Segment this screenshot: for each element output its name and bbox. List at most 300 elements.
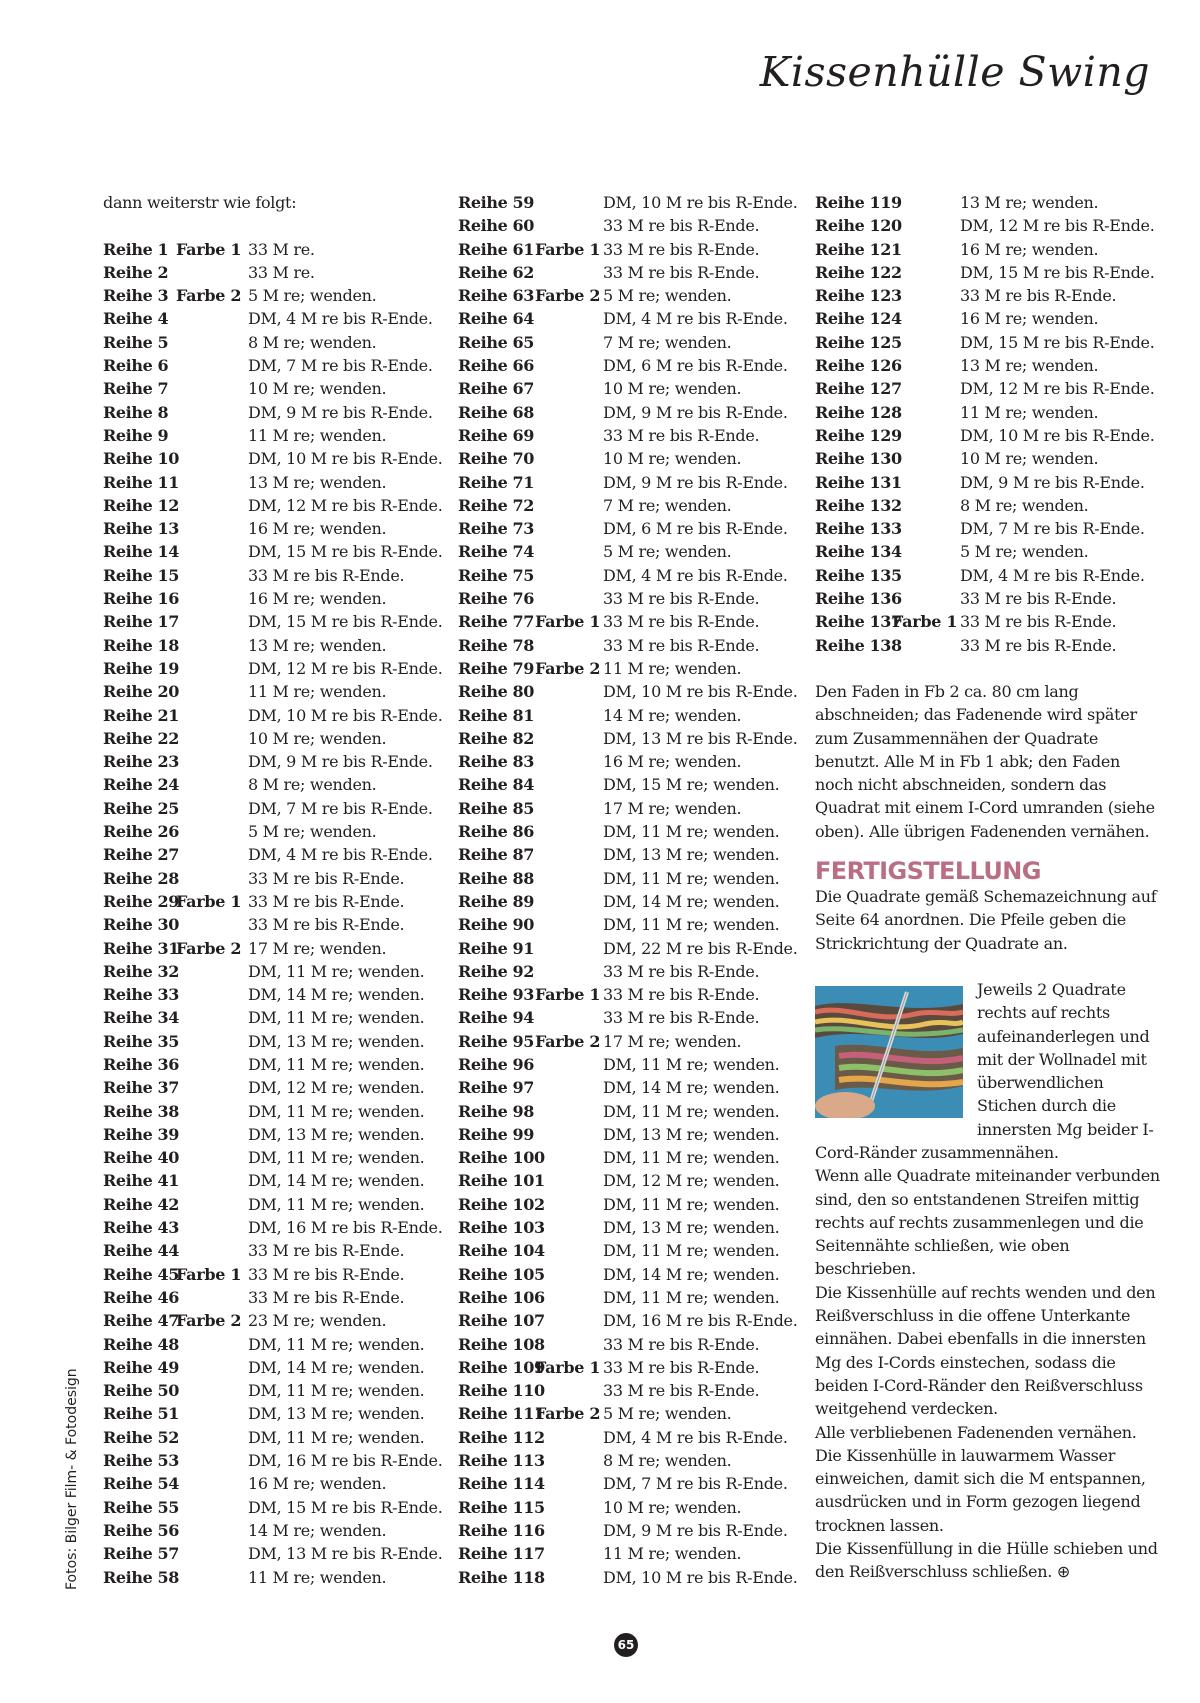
instruction-row (458, 447, 788, 470)
row-instruction: 11 M re; wenden. (960, 402, 1099, 422)
instruction-row (103, 680, 433, 703)
instruction-row (103, 424, 433, 447)
instruction-row (103, 377, 433, 400)
row-instruction: 33 M re bis R-Ende. (603, 262, 760, 282)
row-color: Farbe 2 (176, 1311, 242, 1331)
row-instruction: DM, 7 M re bis R-Ende. (248, 798, 433, 818)
row-label: Reihe 135 (815, 565, 902, 585)
row-instruction: 33 M re bis R-Ende. (603, 1381, 760, 1401)
instruction-row (458, 1402, 788, 1425)
row-label: Reihe 58 (103, 1567, 180, 1587)
row-instruction: DM, 13 M re; wenden. (603, 845, 780, 865)
knitting-needle-photo-icon (815, 986, 963, 1118)
row-instruction: DM, 4 M re bis R-Ende. (603, 565, 788, 585)
row-label: Reihe 122 (815, 262, 902, 282)
row-label: Reihe 86 (458, 822, 535, 842)
row-instruction: DM, 7 M re bis R-Ende. (248, 356, 433, 376)
row-instruction: 13 M re; wenden. (960, 356, 1099, 376)
instruction-row (458, 424, 788, 447)
row-label: Reihe 101 (458, 1171, 545, 1191)
row-instruction: DM, 15 M re; wenden. (603, 775, 780, 795)
row-label: Reihe 110 (458, 1381, 545, 1401)
row-label: Reihe 111 (458, 1404, 545, 1424)
instruction-row (458, 750, 788, 773)
row-instruction: DM, 9 M re bis R-Ende. (603, 472, 788, 492)
instruction-row (103, 1146, 433, 1169)
row-label: Reihe 66 (458, 356, 535, 376)
instructions-column-3 (815, 191, 1160, 1584)
row-instruction: 5 M re; wenden. (603, 1404, 732, 1424)
instruction-row (458, 1286, 788, 1309)
row-instruction: 33 M re bis R-Ende. (603, 216, 760, 236)
instruction-row (103, 773, 433, 796)
paragraph-1: Wenn alle Quadrate miteinander verbunden sind, den so entstandenen Streifen mittig rechts auf rechts zusammenlegen und die Seitennähte schließen, wie oben beschrieben. (815, 1166, 1160, 1279)
row-instruction: 8 M re; wenden. (603, 1451, 732, 1471)
row-label: Reihe 46 (103, 1287, 180, 1307)
row-label: Reihe 99 (458, 1124, 535, 1144)
rows-list-3 (815, 191, 1160, 657)
row-instruction: 11 M re; wenden. (603, 658, 742, 678)
instruction-row (103, 261, 433, 284)
instruction-row (103, 1239, 433, 1262)
instruction-row (103, 354, 433, 377)
row-color: Farbe 2 (535, 1031, 601, 1051)
row-instruction: 10 M re; wenden. (248, 379, 387, 399)
row-instruction: DM, 10 M re bis R-Ende. (603, 1567, 798, 1587)
row-label: Reihe 130 (815, 449, 902, 469)
row-color: Farbe 2 (535, 658, 601, 678)
row-label: Reihe 8 (103, 402, 169, 422)
row-instruction: DM, 12 M re bis R-Ende. (960, 379, 1155, 399)
row-instruction: 33 M re bis R-Ende. (248, 565, 405, 585)
instruction-row (458, 1309, 798, 1332)
row-label: Reihe 138 (815, 635, 902, 655)
row-instruction: DM, 7 M re bis R-Ende. (603, 1474, 788, 1494)
instruction-row (815, 424, 1160, 447)
row-instruction: DM, 13 M re bis R-Ende. (248, 1544, 443, 1564)
row-label: Reihe 123 (815, 286, 902, 306)
page-number: 65 (614, 1633, 638, 1657)
row-label: Reihe 121 (815, 239, 902, 259)
instruction-row (103, 937, 433, 960)
page-title: Kissenhülle Swing (759, 48, 1150, 96)
rows-list-2 (458, 191, 798, 1589)
row-label: Reihe 128 (815, 402, 902, 422)
row-label: Reihe 39 (103, 1124, 180, 1144)
row-label: Reihe 89 (458, 891, 535, 911)
row-label: Reihe 34 (103, 1008, 180, 1028)
row-label: Reihe 118 (458, 1567, 545, 1587)
row-label: Reihe 76 (458, 589, 535, 609)
instruction-row (103, 471, 433, 494)
instruction-row (103, 610, 443, 633)
instruction-row (458, 1449, 788, 1472)
row-instruction: DM, 4 M re bis R-Ende. (603, 309, 788, 329)
row-label: Reihe 73 (458, 519, 535, 539)
row-label: Reihe 134 (815, 542, 902, 562)
row-label: Reihe 114 (458, 1474, 545, 1494)
row-instruction: DM, 4 M re bis R-Ende. (248, 845, 433, 865)
row-label: Reihe 15 (103, 565, 180, 585)
row-instruction: DM, 12 M re bis R-Ende. (248, 658, 443, 678)
row-instruction: DM, 13 M re; wenden. (603, 1124, 780, 1144)
instruction-row (458, 1053, 788, 1076)
row-instruction: 8 M re; wenden. (248, 775, 377, 795)
row-instruction: 16 M re; wenden. (960, 239, 1099, 259)
row-label: Reihe 115 (458, 1497, 545, 1517)
row-instruction: 11 M re; wenden. (248, 682, 387, 702)
instruction-row (103, 587, 433, 610)
row-label: Reihe 51 (103, 1404, 180, 1424)
instruction-row (458, 1123, 788, 1146)
instruction-row (103, 1076, 433, 1099)
row-instruction: 33 M re bis R-Ende. (248, 1287, 405, 1307)
instruction-row (458, 1263, 788, 1286)
instruction-row (103, 1356, 433, 1379)
row-instruction: 10 M re; wenden. (603, 379, 742, 399)
row-label: Reihe 113 (458, 1451, 545, 1471)
row-instruction: 33 M re bis R-Ende. (603, 1334, 760, 1354)
row-instruction: 23 M re; wenden. (248, 1311, 387, 1331)
instruction-row (103, 960, 433, 983)
instruction-row (458, 517, 788, 540)
row-label: Reihe 48 (103, 1334, 180, 1354)
instruction-row (103, 634, 433, 657)
instruction-row (458, 937, 798, 960)
row-label: Reihe 56 (103, 1520, 180, 1540)
row-instruction: DM, 12 M re bis R-Ende. (960, 216, 1155, 236)
row-instruction: 16 M re; wenden. (248, 519, 387, 539)
row-label: Reihe 19 (103, 658, 180, 678)
row-label: Reihe 93 (458, 985, 535, 1005)
row-instruction: DM, 14 M re; wenden. (248, 1357, 425, 1377)
instruction-row (458, 773, 788, 796)
row-color: Farbe 1 (535, 1357, 601, 1377)
row-label: Reihe 95 (458, 1031, 535, 1051)
row-label: Reihe 10 (103, 449, 180, 469)
row-label: Reihe 131 (815, 472, 902, 492)
instruction-row (458, 1542, 788, 1565)
last-paragraph (815, 1537, 1160, 1584)
row-color: Farbe 2 (535, 286, 601, 306)
row-instruction: DM, 22 M re bis R-Ende. (603, 938, 798, 958)
row-label: Reihe 52 (103, 1427, 180, 1447)
row-instruction: 5 M re; wenden. (603, 286, 732, 306)
row-label: Reihe 27 (103, 845, 180, 865)
row-label: Reihe 119 (815, 193, 902, 212)
row-label: Reihe 41 (103, 1171, 180, 1191)
row-label: Reihe 68 (458, 402, 535, 422)
row-label: Reihe 120 (815, 216, 902, 236)
row-instruction: DM, 11 M re; wenden. (603, 1054, 780, 1074)
instruction-row (458, 727, 798, 750)
instruction-row (458, 377, 788, 400)
row-label: Reihe 6 (103, 356, 169, 376)
finish-text: Den Faden in Fb 2 ca. 80 cm lang abschneiden; das Fadenende wird später zum Zusammennähen der Quadrate benutzt. Alle M in Fb 1 abk; den Faden noch nicht abschneiden, sondern das Quadrat mit einem I-Cord umranden (siehe oben). Alle übrigen Fadenenden vernähen. (815, 681, 1155, 841)
instruction-row (103, 913, 433, 936)
instruction-row (103, 1193, 433, 1216)
instruction-row (103, 1216, 443, 1239)
instructions-column-1 (103, 191, 443, 1589)
row-instruction: DM, 11 M re; wenden. (603, 915, 780, 935)
instruction-row (458, 890, 788, 913)
instruction-row (458, 1333, 788, 1356)
instruction-row (815, 401, 1160, 424)
row-instruction: DM, 6 M re bis R-Ende. (603, 519, 788, 539)
row-label: Reihe 38 (103, 1101, 180, 1121)
row-label: Reihe 47 (103, 1311, 180, 1331)
row-label: Reihe 1 (103, 239, 169, 259)
row-label: Reihe 92 (458, 961, 535, 981)
row-label: Reihe 25 (103, 798, 180, 818)
row-label: Reihe 75 (458, 565, 535, 585)
row-instruction: 33 M re bis R-Ende. (960, 589, 1117, 609)
instruction-row (458, 913, 788, 936)
row-instruction: 16 M re; wenden. (960, 309, 1099, 329)
instruction-row (103, 540, 443, 563)
instruction-row (815, 587, 1160, 610)
row-label: Reihe 50 (103, 1381, 180, 1401)
row-label: Reihe 90 (458, 915, 535, 935)
instruction-row (458, 284, 788, 307)
row-label: Reihe 98 (458, 1101, 535, 1121)
row-instruction: DM, 11 M re; wenden. (603, 1287, 780, 1307)
instruction-row (458, 564, 788, 587)
row-instruction: 5 M re; wenden. (603, 542, 732, 562)
row-instruction: 17 M re; wenden. (603, 1031, 742, 1051)
row-label: Reihe 59 (458, 193, 535, 212)
instruction-row (458, 1006, 788, 1029)
row-instruction: DM, 11 M re; wenden. (248, 1427, 425, 1447)
row-instruction: DM, 16 M re bis R-Ende. (248, 1451, 443, 1471)
instruction-row (815, 494, 1160, 517)
instruction-row (458, 797, 788, 820)
row-label: Reihe 35 (103, 1031, 180, 1051)
instruction-row (458, 494, 788, 517)
instruction-row (815, 238, 1160, 261)
instruction-row (458, 354, 788, 377)
instruction-row (815, 377, 1160, 400)
row-instruction: DM, 16 M re bis R-Ende. (603, 1311, 798, 1331)
row-instruction: 16 M re; wenden. (248, 1474, 387, 1494)
instruction-row (103, 1169, 433, 1192)
row-instruction: DM, 13 M re bis R-Ende. (603, 728, 798, 748)
instruction-row (103, 1402, 433, 1425)
row-instruction: 11 M re; wenden. (603, 1544, 742, 1564)
row-label: Reihe 88 (458, 868, 535, 888)
row-instruction: DM, 11 M re; wenden. (603, 868, 780, 888)
instruction-row (458, 1519, 788, 1542)
instruction-row (103, 1472, 433, 1495)
row-label: Reihe 20 (103, 682, 180, 702)
row-label: Reihe 126 (815, 356, 902, 376)
instruction-row (458, 867, 788, 890)
row-instruction: 17 M re; wenden. (603, 798, 742, 818)
instruction-row (458, 238, 788, 261)
row-label: Reihe 13 (103, 519, 180, 539)
section-heading: FERTIGSTELLUNG (815, 857, 1041, 886)
row-instruction: 33 M re bis R-Ende. (603, 961, 760, 981)
row-instruction: 33 M re bis R-Ende. (603, 589, 760, 609)
row-instruction: DM, 10 M re bis R-Ende. (960, 425, 1155, 445)
row-instruction: DM, 10 M re bis R-Ende. (248, 449, 443, 469)
instruction-row (458, 1169, 788, 1192)
row-label: Reihe 31 (103, 938, 180, 958)
row-instruction: 33 M re. (248, 262, 315, 282)
row-instruction: DM, 9 M re bis R-Ende. (248, 402, 433, 422)
row-label: Reihe 2 (103, 262, 169, 282)
paragraph-4: Die Kissenhülle in lauwarmem Wasser einweichen, damit sich die M entspannen, ausdrücken und in Form gezogen liegend trocknen lassen. (815, 1445, 1146, 1535)
row-color: Farbe 1 (176, 891, 242, 911)
row-color: Farbe 1 (892, 612, 958, 632)
instruction-row (815, 447, 1160, 470)
row-label: Reihe 21 (103, 705, 180, 725)
intro-text: dann weiterstr wie folgt: (103, 193, 297, 212)
instruction-row (103, 890, 433, 913)
row-instruction: 33 M re bis R-Ende. (248, 1264, 405, 1284)
row-label: Reihe 106 (458, 1287, 545, 1307)
row-instruction: DM, 12 M re bis R-Ende. (248, 495, 443, 515)
instruction-row (103, 843, 433, 866)
row-instruction: 33 M re bis R-Ende. (960, 286, 1117, 306)
row-label: Reihe 43 (103, 1218, 180, 1238)
instruction-row (815, 354, 1160, 377)
row-instruction: 33 M re bis R-Ende. (248, 868, 405, 888)
row-label: Reihe 5 (103, 332, 169, 352)
row-instruction: 13 M re; wenden. (960, 193, 1099, 212)
row-label: Reihe 70 (458, 449, 535, 469)
instructions-column-2 (458, 191, 798, 1589)
instruction-row (458, 1379, 788, 1402)
row-instruction: DM, 11 M re; wenden. (248, 1054, 425, 1074)
row-instruction: DM, 14 M re; wenden. (248, 1171, 425, 1191)
instruction-row (458, 307, 788, 330)
instruction-row (103, 284, 433, 307)
row-label: Reihe 103 (458, 1218, 545, 1238)
instruction-row (103, 1379, 433, 1402)
instruction-row (103, 1542, 443, 1565)
instruction-row (458, 1239, 788, 1262)
instruction-row (458, 634, 788, 657)
row-instruction: 33 M re bis R-Ende. (248, 915, 405, 935)
instruction-row (458, 657, 788, 680)
row-instruction: DM, 11 M re; wenden. (248, 1334, 425, 1354)
row-instruction: 33 M re bis R-Ende. (960, 612, 1117, 632)
row-instruction: 13 M re; wenden. (248, 472, 387, 492)
row-instruction: DM, 9 M re bis R-Ende. (248, 752, 433, 772)
instruction-row (103, 1449, 443, 1472)
instruction-row (815, 634, 1160, 657)
row-instruction: 33 M re bis R-Ende. (603, 425, 760, 445)
row-label: Reihe 83 (458, 752, 535, 772)
instruction-row (815, 331, 1160, 354)
row-instruction: DM, 11 M re; wenden. (248, 1008, 425, 1028)
photo-caption-text: Jeweils 2 Quadrate rechts auf rechts aufeinanderlegen und mit der Wollnadel mit überwendlichen Stichen durch die innersten Mg beider I-Cord-Ränder zusammennähen. (815, 979, 1154, 1162)
instruction-row (103, 1566, 433, 1589)
row-instruction: DM, 13 M re; wenden. (603, 1218, 780, 1238)
row-label: Reihe 87 (458, 845, 535, 865)
row-instruction: 33 M re bis R-Ende. (603, 1008, 760, 1028)
instruction-row (458, 960, 788, 983)
row-label: Reihe 14 (103, 542, 180, 562)
instruction-row (815, 191, 1160, 214)
instruction-row (103, 797, 433, 820)
row-instruction: 17 M re; wenden. (248, 938, 387, 958)
instruction-row (458, 1566, 798, 1589)
row-label: Reihe 132 (815, 495, 902, 515)
instruction-row (458, 1216, 788, 1239)
instruction-row (815, 214, 1160, 237)
instruction-row (103, 517, 433, 540)
instruction-row (458, 843, 788, 866)
row-label: Reihe 104 (458, 1241, 545, 1261)
instruction-row (458, 261, 788, 284)
instruction-row (103, 1309, 433, 1332)
instruction-row (815, 564, 1160, 587)
row-color: Farbe 1 (176, 1264, 242, 1284)
row-instruction: DM, 15 M re bis R-Ende. (248, 1497, 443, 1517)
row-instruction: DM, 11 M re; wenden. (603, 822, 780, 842)
row-instruction: DM, 12 M re; wenden. (603, 1171, 780, 1191)
row-label: Reihe 57 (103, 1544, 180, 1564)
instruction-row (458, 214, 788, 237)
row-instruction: 7 M re; wenden. (603, 332, 732, 352)
row-label: Reihe 108 (458, 1334, 545, 1354)
row-label: Reihe 33 (103, 985, 180, 1005)
instruction-row (103, 564, 433, 587)
row-label: Reihe 78 (458, 635, 535, 655)
row-label: Reihe 136 (815, 589, 902, 609)
paragraph-3: Alle verbliebenen Fadenenden vernähen. (815, 1422, 1137, 1442)
row-instruction: DM, 10 M re bis R-Ende. (603, 193, 798, 212)
rows-list-1 (103, 238, 443, 1589)
row-label: Reihe 16 (103, 589, 180, 609)
row-label: Reihe 69 (458, 425, 535, 445)
row-instruction: 10 M re; wenden. (603, 449, 742, 469)
row-label: Reihe 91 (458, 938, 535, 958)
instruction-row (458, 401, 788, 424)
row-label: Reihe 102 (458, 1194, 545, 1214)
row-instruction: DM, 15 M re bis R-Ende. (248, 542, 443, 562)
row-label: Reihe 116 (458, 1520, 545, 1540)
row-instruction: DM, 9 M re bis R-Ende. (603, 402, 788, 422)
instruction-row (458, 1356, 788, 1379)
instruction-row (458, 587, 788, 610)
row-instruction: DM, 14 M re; wenden. (603, 1078, 780, 1098)
row-label: Reihe 96 (458, 1054, 535, 1074)
instruction-row (458, 680, 798, 703)
row-instruction: DM, 14 M re; wenden. (603, 1264, 780, 1284)
row-color: Farbe 2 (535, 1404, 601, 1424)
row-label: Reihe 133 (815, 519, 902, 539)
instruction-row (458, 610, 788, 633)
knitting-photo (815, 986, 963, 1118)
row-label: Reihe 82 (458, 728, 535, 748)
row-label: Reihe 124 (815, 309, 902, 329)
instruction-row (103, 867, 433, 890)
row-label: Reihe 129 (815, 425, 902, 445)
row-label: Reihe 49 (103, 1357, 180, 1377)
row-instruction: 5 M re; wenden. (248, 286, 377, 306)
row-instruction: 33 M re bis R-Ende. (603, 985, 760, 1005)
row-instruction: DM, 11 M re; wenden. (248, 961, 425, 981)
row-instruction: DM, 11 M re; wenden. (603, 1241, 780, 1261)
instruction-row (103, 331, 433, 354)
instruction-row (815, 307, 1160, 330)
row-label: Reihe 7 (103, 379, 169, 399)
instruction-row (458, 1146, 788, 1169)
row-instruction: DM, 4 M re bis R-Ende. (248, 309, 433, 329)
